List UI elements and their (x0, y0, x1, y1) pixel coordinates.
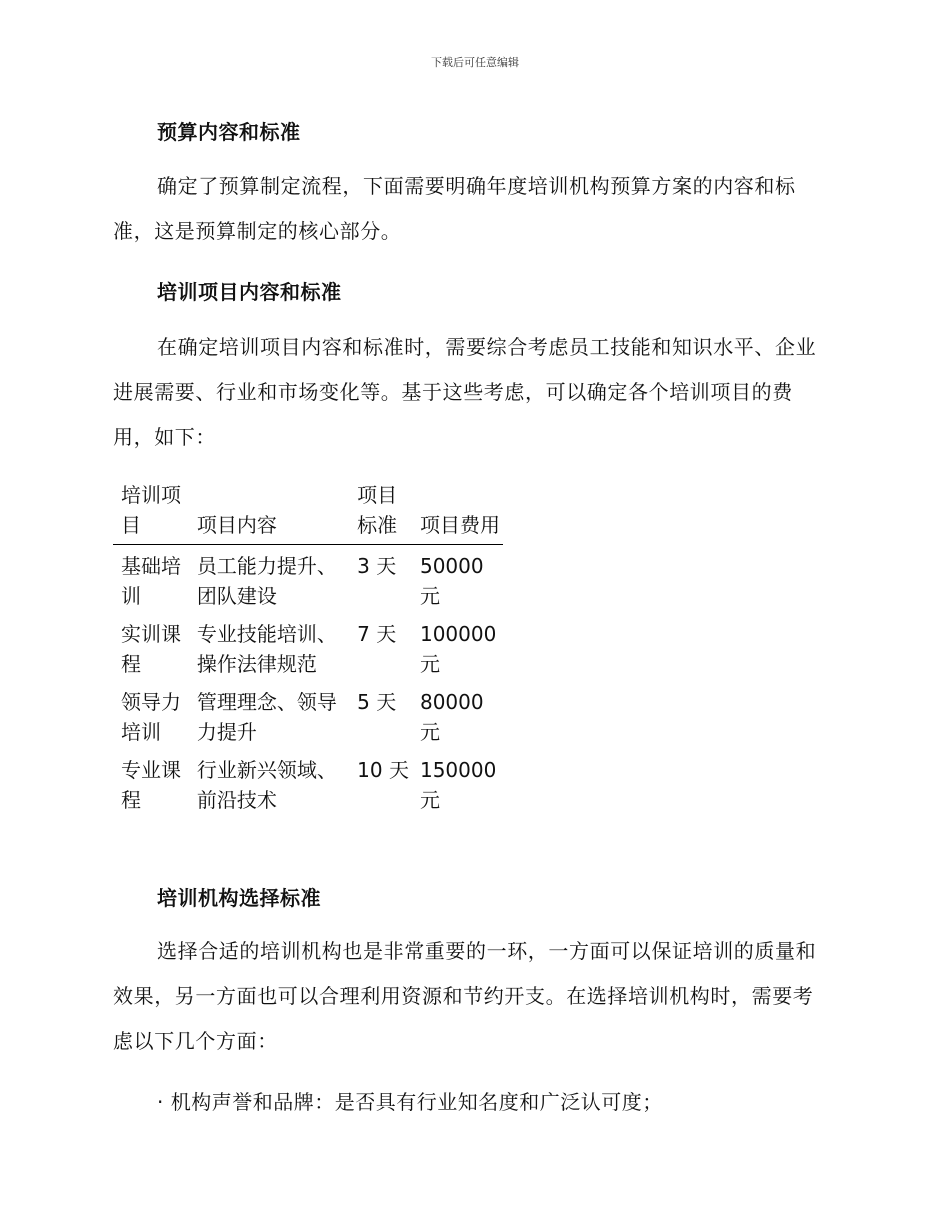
table-row (113, 613, 503, 681)
table-cell: 行业新兴领域、前沿技术 (196, 758, 337, 812)
table-cell: 专业课程 (121, 758, 181, 812)
table-cell: 100000 元 (419, 622, 497, 676)
table-cell: 80000 元 (419, 690, 484, 744)
table-cell: 专业技能培训、操作法律规范 (196, 622, 337, 676)
table-header-row (113, 478, 503, 545)
table-cell: 7 天 (357, 622, 397, 646)
table-header-cell: 项目标准 (357, 483, 398, 537)
table-cell: 150000 元 (419, 758, 497, 812)
table-cell: 基础培训 (121, 554, 181, 608)
table-header-cell: 培训项目 (121, 483, 181, 537)
training-cost-table (113, 478, 503, 817)
paragraph-project: 在确定培训项目内容和标准时，需要综合考虑员工技能和知识水平、企业进展需要、行业和市场变化等。基于这些考虑，可以确定各个培训项目的费用，如下： (113, 335, 817, 449)
section-heading-budget: 预算内容和标准 (157, 120, 301, 144)
table-cell: 10 天 (357, 758, 409, 782)
table-cell: 实训课程 (121, 622, 181, 676)
section-heading-agency: 培训机构选择标准 (157, 886, 321, 910)
table-header-cell: 项目费用 (419, 513, 500, 537)
table-row (113, 545, 503, 614)
paragraph-agency: 选择合适的培训机构也是非常重要的一环，一方面可以保证培训的质量和效果，另一方面也可以合理利用资源和节约开支。在选择培训机构时，需要考虑以下几个方面： (113, 939, 817, 1053)
table-cell: 管理理念、领导力提升 (196, 690, 337, 744)
bullet-item: · 机构声誉和品牌：是否具有行业知名度和广泛认可度； (157, 1090, 663, 1114)
table-cell: 50000 元 (419, 554, 484, 608)
paragraph-budget: 确定了预算制定流程，下面需要明确年度培训机构预算方案的内容和标准，这是预算制定的核心部分。 (113, 174, 796, 243)
section-heading-project: 培训项目内容和标准 (157, 280, 342, 304)
table-cell: 3 天 (357, 554, 397, 578)
table-header-cell: 项目内容 (196, 513, 277, 537)
page-header: 下载后可任意编辑 (431, 56, 519, 69)
table-cell: 员工能力提升、团队建设 (196, 554, 337, 608)
table-row (113, 749, 503, 817)
table-cell: 5 天 (357, 690, 397, 714)
table-cell: 领导力培训 (121, 690, 181, 744)
table-row (113, 681, 503, 749)
